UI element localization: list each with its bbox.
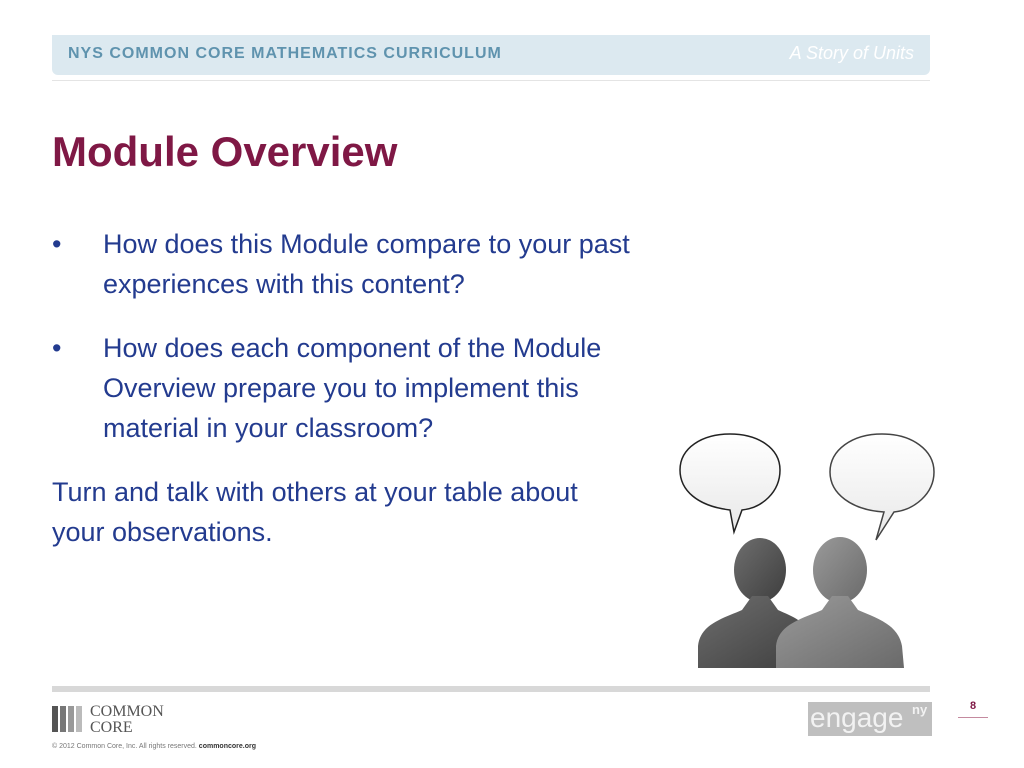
two-people-speech-bubbles-icon: [672, 424, 940, 672]
bullet-text: How does this Module compare to your past experiences with this content?: [103, 229, 630, 299]
closing-paragraph: Turn and talk with others at your table about your observations.: [52, 477, 578, 547]
common-core-wordmark: [90, 704, 164, 736]
engage-ny-logo: [808, 702, 932, 736]
bullet-item: [52, 224, 672, 304]
header-bar: [52, 35, 930, 75]
engage-wordmark: engage: [810, 702, 904, 733]
bullet-item: [52, 328, 672, 448]
copyright-text: © 2012 Common Core, Inc. All rights reserved.: [52, 743, 197, 750]
story-of-units-label: A Story of Units: [789, 43, 914, 63]
bullet-icon: •: [52, 333, 62, 363]
page-number-underline: [958, 717, 988, 718]
curriculum-title: NYS COMMON CORE MATHEMATICS CURRICULUM: [68, 45, 502, 62]
logo-line-1: COMMON: [90, 703, 164, 720]
footer-divider: [52, 686, 930, 692]
header-divider: [52, 80, 930, 81]
speech-bubble-right-icon: [830, 434, 934, 540]
common-core-bars-icon: [52, 706, 84, 732]
bullet-icon: •: [52, 229, 62, 259]
ny-superscript: ny: [912, 702, 928, 717]
copyright-notice: [52, 743, 256, 750]
logo-line-2: CORE: [90, 719, 133, 736]
speech-bubble-left-icon: [680, 434, 780, 532]
person-right-icon: [776, 537, 904, 668]
slide-content: [52, 224, 672, 552]
bullet-text: How does each component of the Module Overview prepare you to implement this material in your classroom?: [103, 333, 602, 443]
page-number: 8: [969, 700, 977, 712]
commoncore-link[interactable]: commoncore.org: [198, 743, 256, 750]
common-core-logo: [52, 704, 192, 736]
slide-title: Module Overview: [52, 128, 398, 175]
